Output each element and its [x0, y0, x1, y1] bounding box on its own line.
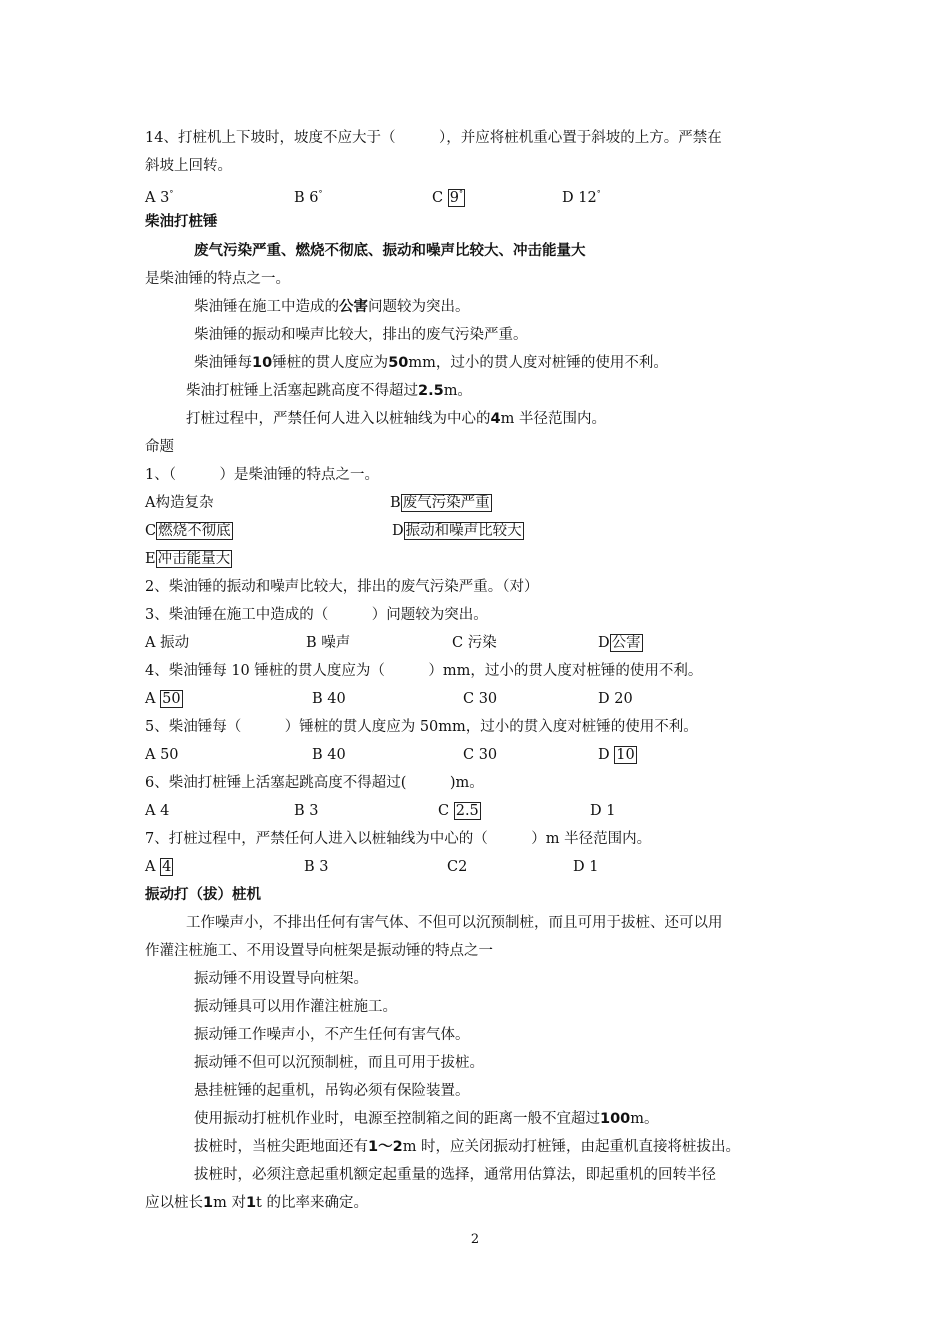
q14-option-c: C 9° [432, 189, 463, 206]
vib-l6: 振动锤不但可以沉预制桩，而且可用于拔桩。 [194, 1055, 484, 1071]
vib-l3: 振动锤不用设置导向桩架。 [194, 971, 368, 987]
diesel-l2: 柴油锤在施工中造成的公害问题较为突出。 [194, 299, 470, 315]
q14-option-d: D 12° [562, 189, 601, 206]
p7-option-b: B 3 [304, 859, 329, 875]
diesel-l1: 是柴油锤的特点之一。 [145, 271, 290, 287]
p4-option-c: C 30 [463, 691, 498, 707]
q14-option-b: B 6° [294, 189, 323, 206]
p1-option-a: A构造复杂 [145, 495, 214, 511]
diesel-l5: 柴油打桩锤上活塞起跳高度不得超过2.5m。 [186, 383, 472, 399]
p1-question: 1、（ ）是柴油锤的特点之一。 [145, 467, 379, 483]
vib-l2: 作灌注桩施工、不用设置导向桩架是振动锤的特点之一 [145, 943, 493, 959]
p7-question: 7、打桩过程中，严禁任何人进入以桩轴线为中心的（ ）m 半径范围内。 [145, 831, 652, 847]
section-title-diesel: 柴油打桩锤 [145, 214, 218, 230]
p5-option-c: C 30 [463, 747, 498, 763]
p4-option-b: B 40 [312, 691, 346, 707]
p3-option-a: A 振动 [145, 635, 190, 651]
p3-option-b: B 噪声 [306, 635, 351, 651]
p5-option-b: B 40 [312, 747, 346, 763]
p5-option-a: A 50 [145, 747, 179, 763]
diesel-l6: 打桩过程中，严禁任何人进入以桩轴线为中心的4m 半径范围内。 [186, 411, 606, 427]
p1-option-b: B 废气污染严重 [390, 495, 490, 511]
p1-option-e: E 冲击能量大 [145, 551, 231, 567]
diesel-l4: 柴油锤每10锤桩的贯人度应为50mm，过小的贯人度对桩锤的使用不利。 [194, 355, 668, 371]
vib-l11: 应以桩长1m 对1t 的比率来确定。 [145, 1195, 368, 1211]
p2-question: 2、柴油锤的振动和噪声比较大，排出的废气污染严重。（对） [145, 579, 539, 595]
p6-option-d: D 1 [590, 803, 616, 819]
vib-l8: 使用振动打桩机作业时，电源至控制箱之间的距离一般不宜超过100m。 [194, 1111, 659, 1127]
vib-l10: 拔桩时，必须注意起重机额定起重量的选择，通常用估算法，即起重机的回转半径 [194, 1167, 716, 1183]
p7-option-d: D 1 [573, 859, 599, 875]
p6-option-a: A 4 [145, 803, 170, 819]
vib-l9: 拔桩时，当桩尖距地面还有1～2m 时，应关闭振动打桩锤，由起重机直接将桩拔出。 [194, 1139, 741, 1155]
q14-line2: 斜坡上回转。 [145, 158, 232, 174]
p6-option-b: B 3 [294, 803, 319, 819]
diesel-features-bold: 废气污染严重、燃烧不彻底、振动和噪声比较大、冲击能量大 [194, 243, 586, 259]
p4-question: 4、柴油锤每 10 锤桩的贯人度应为（ ）mm，过小的贯人度对桩锤的使用不利。 [145, 663, 703, 679]
p3-option-c: C 污染 [452, 635, 497, 651]
vib-l4: 振动锤具可以用作灌注桩施工。 [194, 999, 397, 1015]
section-title-vibration: 振动打（拔）桩机 [145, 887, 261, 903]
vib-l7: 悬挂桩锤的起重机，吊钩必须有保险装置。 [194, 1083, 470, 1099]
p1-option-c: C 燃烧不彻底 [145, 523, 231, 539]
q14-line1: 14、打桩机上下坡时，坡度不应大于（ ），并应将桩机重心置于斜坡的上方。严禁在 [145, 130, 722, 146]
heading-propositions: 命题 [145, 439, 174, 455]
p3-option-d: D 公害 [598, 635, 641, 651]
p6-question: 6、柴油打桩锤上活塞起跳高度不得超过( )m。 [145, 775, 484, 791]
diesel-l3: 柴油锤的振动和噪声比较大，排出的废气污染严重。 [194, 327, 528, 343]
p7-option-c: C2 [447, 859, 468, 875]
p3-question: 3、柴油锤在施工中造成的（ ）问题较为突出。 [145, 607, 488, 623]
p7-option-a: A 4 [145, 859, 172, 875]
vib-l5: 振动锤工作噪声小，不产生任何有害气体。 [194, 1027, 470, 1043]
page-number: 2 [470, 1232, 480, 1247]
p1-option-d: D 振动和噪声比较大 [392, 523, 522, 539]
q14-option-a: A 3° [145, 189, 174, 206]
vib-l1: 工作噪声小，不排出任何有害气体、不但可以沉预制桩，而且可用于拔桩、还可以用 [186, 915, 723, 931]
p5-option-d: D 10 [598, 747, 635, 763]
p6-option-c: C 2.5 [438, 803, 479, 819]
p4-option-a: A 50 [145, 691, 181, 707]
p4-option-d: D 20 [598, 691, 633, 707]
p5-question: 5、柴油锤每（ ）锤桩的贯人度应为 50mm，过小的贯入度对桩锤的使用不利。 [145, 719, 698, 735]
